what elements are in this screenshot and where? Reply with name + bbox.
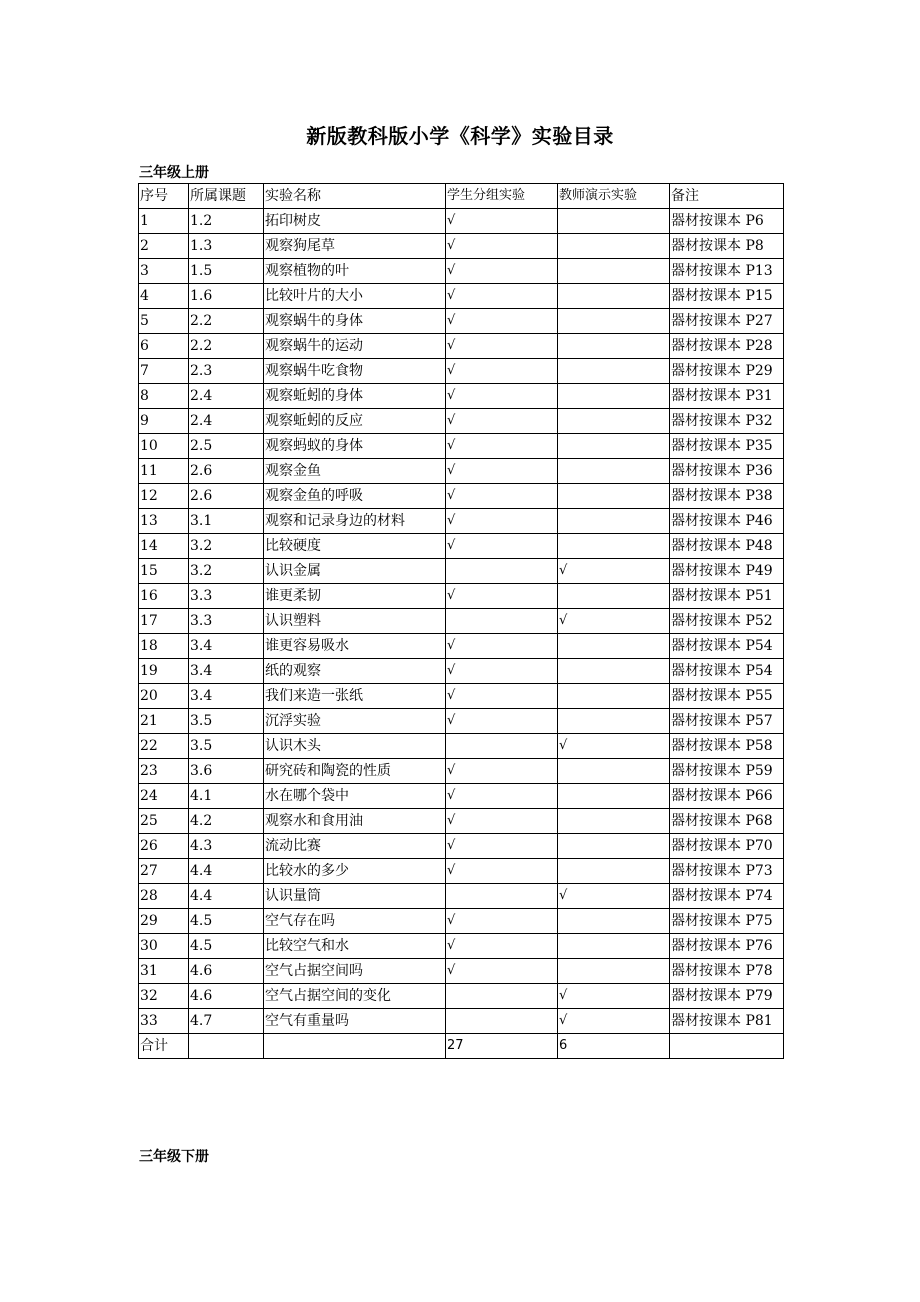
cell-note: 器材按课本 P75 [670, 909, 784, 934]
cell-teacher-demo: √ [558, 559, 670, 584]
cell-name: 比较叶片的大小 [264, 284, 446, 309]
cell-topic: 3.5 [189, 709, 264, 734]
cell-student-group: √ [446, 359, 558, 384]
table-row [139, 684, 784, 709]
cell-topic: 4.7 [189, 1009, 264, 1034]
cell-topic: 4.5 [189, 934, 264, 959]
cell-note: 器材按课本 P54 [670, 634, 784, 659]
cell-note: 器材按课本 P48 [670, 534, 784, 559]
cell-topic: 3.2 [189, 534, 264, 559]
cell-student-group: √ [446, 334, 558, 359]
cell-seq: 25 [139, 809, 189, 834]
cell-name: 比较硬度 [264, 534, 446, 559]
experiment-table-body [139, 184, 784, 1059]
cell-seq: 19 [139, 659, 189, 684]
table-row [139, 284, 784, 309]
cell-note: 器材按课本 P15 [670, 284, 784, 309]
cell-student-group [446, 984, 558, 1009]
table-row [139, 509, 784, 534]
cell-note: 器材按课本 P28 [670, 334, 784, 359]
cell-teacher-demo [558, 284, 670, 309]
cell-student-group [446, 559, 558, 584]
cell-seq: 7 [139, 359, 189, 384]
cell-student-group: √ [446, 534, 558, 559]
cell-teacher-demo [558, 709, 670, 734]
cell-teacher-demo: √ [558, 734, 670, 759]
cell-student-group [446, 884, 558, 909]
table-row [139, 334, 784, 359]
table-row [139, 709, 784, 734]
table-row [139, 859, 784, 884]
table-row [139, 784, 784, 809]
cell-student-group: √ [446, 859, 558, 884]
cell-name: 水在哪个袋中 [264, 784, 446, 809]
cell-name: 比较空气和水 [264, 934, 446, 959]
cell-name: 观察蚂蚁的身体 [264, 434, 446, 459]
cell-topic: 3.4 [189, 659, 264, 684]
cell-seq: 8 [139, 384, 189, 409]
table-row [139, 959, 784, 984]
cell-seq: 21 [139, 709, 189, 734]
cell-seq: 1 [139, 209, 189, 234]
table-row [139, 359, 784, 384]
cell-topic: 4.1 [189, 784, 264, 809]
cell-seq: 6 [139, 334, 189, 359]
cell-teacher-demo [558, 409, 670, 434]
cell-topic: 1.3 [189, 234, 264, 259]
cell-note: 器材按课本 P68 [670, 809, 784, 834]
cell-name: 研究砖和陶瓷的性质 [264, 759, 446, 784]
table-row [139, 534, 784, 559]
cell-teacher-demo [558, 259, 670, 284]
cell-topic: 4.2 [189, 809, 264, 834]
cell-topic: 3.5 [189, 734, 264, 759]
cell-student-group: √ [446, 634, 558, 659]
cell-student-group: √ [446, 584, 558, 609]
cell-name: 谁更容易吸水 [264, 634, 446, 659]
cell-topic: 3.1 [189, 509, 264, 534]
cell-student-group: √ [446, 834, 558, 859]
table-row [139, 909, 784, 934]
cell-seq: 29 [139, 909, 189, 934]
table-row [139, 309, 784, 334]
table-row [139, 659, 784, 684]
cell-note: 器材按课本 P27 [670, 309, 784, 334]
cell-student-group: √ [446, 459, 558, 484]
cell-teacher-demo [558, 809, 670, 834]
table-row [139, 934, 784, 959]
cell-teacher-demo: √ [558, 1009, 670, 1034]
table-row [139, 559, 784, 584]
cell-name: 观察植物的叶 [264, 259, 446, 284]
cell-seq: 10 [139, 434, 189, 459]
cell-teacher-demo [558, 384, 670, 409]
cell-seq: 3 [139, 259, 189, 284]
cell-topic: 1.5 [189, 259, 264, 284]
cell-name: 观察蚯蚓的身体 [264, 384, 446, 409]
cell-topic: 4.4 [189, 859, 264, 884]
page-title: 新版教科版小学《科学》实验目录 [306, 124, 614, 148]
cell-seq: 2 [139, 234, 189, 259]
cell-note: 器材按课本 P46 [670, 509, 784, 534]
cell-seq: 5 [139, 309, 189, 334]
cell-topic: 1.2 [189, 209, 264, 234]
cell-student-group: √ [446, 809, 558, 834]
cell-teacher-demo: 教师演示实验 [558, 184, 670, 209]
cell-student-group: √ [446, 684, 558, 709]
cell-seq: 23 [139, 759, 189, 784]
cell-seq: 17 [139, 609, 189, 634]
cell-topic: 2.5 [189, 434, 264, 459]
cell-note: 备注 [670, 184, 784, 209]
cell-note: 器材按课本 P35 [670, 434, 784, 459]
cell-note: 器材按课本 P73 [670, 859, 784, 884]
cell-note [670, 1034, 784, 1059]
cell-seq: 26 [139, 834, 189, 859]
cell-name: 观察蜗牛的身体 [264, 309, 446, 334]
cell-topic: 2.2 [189, 309, 264, 334]
cell-seq: 16 [139, 584, 189, 609]
cell-seq: 20 [139, 684, 189, 709]
cell-name: 观察和记录身边的材料 [264, 509, 446, 534]
cell-teacher-demo [558, 309, 670, 334]
cell-student-group: √ [446, 484, 558, 509]
cell-name: 空气占据空间吗 [264, 959, 446, 984]
cell-teacher-demo [558, 759, 670, 784]
table-row [139, 884, 784, 909]
cell-note: 器材按课本 P36 [670, 459, 784, 484]
cell-topic [189, 1034, 264, 1059]
table-row [139, 834, 784, 859]
cell-seq: 27 [139, 859, 189, 884]
cell-student-group: √ [446, 434, 558, 459]
cell-seq: 24 [139, 784, 189, 809]
cell-student-group: √ [446, 409, 558, 434]
cell-student-group [446, 609, 558, 634]
cell-name: 观察金鱼 [264, 459, 446, 484]
cell-teacher-demo [558, 359, 670, 384]
cell-topic: 1.6 [189, 284, 264, 309]
cell-name: 观察蚯蚓的反应 [264, 409, 446, 434]
cell-note: 器材按课本 P66 [670, 784, 784, 809]
table-row [139, 409, 784, 434]
cell-note: 器材按课本 P13 [670, 259, 784, 284]
cell-student-group: √ [446, 509, 558, 534]
cell-name [264, 1034, 446, 1059]
cell-note: 器材按课本 P51 [670, 584, 784, 609]
cell-seq: 14 [139, 534, 189, 559]
cell-student-group: √ [446, 659, 558, 684]
cell-student-group: √ [446, 784, 558, 809]
cell-topic: 3.3 [189, 584, 264, 609]
table-row [139, 434, 784, 459]
table-total-row [139, 1034, 784, 1059]
cell-student-group: √ [446, 384, 558, 409]
cell-seq: 33 [139, 1009, 189, 1034]
cell-teacher-demo [558, 859, 670, 884]
table-row [139, 809, 784, 834]
cell-note: 器材按课本 P70 [670, 834, 784, 859]
cell-topic: 2.4 [189, 384, 264, 409]
cell-name: 观察金鱼的呼吸 [264, 484, 446, 509]
cell-name: 流动比赛 [264, 834, 446, 859]
cell-student-group [446, 1009, 558, 1034]
cell-teacher-demo [558, 584, 670, 609]
cell-seq: 11 [139, 459, 189, 484]
table-row [139, 484, 784, 509]
cell-teacher-demo [558, 784, 670, 809]
cell-seq: 12 [139, 484, 189, 509]
cell-name: 拓印树皮 [264, 209, 446, 234]
cell-student-group: √ [446, 709, 558, 734]
cell-student-group: √ [446, 959, 558, 984]
table-row [139, 634, 784, 659]
cell-topic: 4.6 [189, 984, 264, 1009]
cell-topic: 2.2 [189, 334, 264, 359]
table-row [139, 734, 784, 759]
cell-note: 器材按课本 P38 [670, 484, 784, 509]
cell-name: 观察蜗牛吃食物 [264, 359, 446, 384]
section-heading-grade3-lower: 三年级下册 [139, 1149, 209, 1165]
cell-note: 器材按课本 P32 [670, 409, 784, 434]
cell-teacher-demo [558, 684, 670, 709]
cell-note: 器材按课本 P29 [670, 359, 784, 384]
cell-name: 认识金属 [264, 559, 446, 584]
cell-note: 器材按课本 P78 [670, 959, 784, 984]
cell-topic: 2.4 [189, 409, 264, 434]
cell-student-group: √ [446, 234, 558, 259]
cell-seq: 4 [139, 284, 189, 309]
cell-topic: 4.5 [189, 909, 264, 934]
cell-student-group: 27 [446, 1034, 558, 1059]
table-row [139, 259, 784, 284]
cell-teacher-demo [558, 334, 670, 359]
cell-name: 空气有重量吗 [264, 1009, 446, 1034]
cell-teacher-demo: √ [558, 609, 670, 634]
cell-teacher-demo [558, 959, 670, 984]
cell-teacher-demo: √ [558, 984, 670, 1009]
cell-topic: 4.6 [189, 959, 264, 984]
cell-note: 器材按课本 P55 [670, 684, 784, 709]
cell-name: 比较水的多少 [264, 859, 446, 884]
cell-student-group: √ [446, 934, 558, 959]
cell-seq: 22 [139, 734, 189, 759]
table-row [139, 609, 784, 634]
cell-name: 谁更柔韧 [264, 584, 446, 609]
cell-note: 器材按课本 P79 [670, 984, 784, 1009]
cell-teacher-demo [558, 209, 670, 234]
table-row [139, 984, 784, 1009]
cell-seq: 32 [139, 984, 189, 1009]
cell-topic: 2.3 [189, 359, 264, 384]
cell-student-group: √ [446, 909, 558, 934]
cell-topic: 2.6 [189, 484, 264, 509]
cell-teacher-demo [558, 909, 670, 934]
section-heading-grade3-upper: 三年级上册 [139, 165, 209, 181]
cell-teacher-demo [558, 934, 670, 959]
cell-name: 空气占据空间的变化 [264, 984, 446, 1009]
cell-note: 器材按课本 P54 [670, 659, 784, 684]
cell-teacher-demo [558, 484, 670, 509]
cell-student-group: √ [446, 259, 558, 284]
cell-topic: 3.3 [189, 609, 264, 634]
cell-topic: 3.4 [189, 634, 264, 659]
cell-note: 器材按课本 P57 [670, 709, 784, 734]
cell-name: 认识塑料 [264, 609, 446, 634]
cell-teacher-demo [558, 534, 670, 559]
cell-topic: 4.3 [189, 834, 264, 859]
cell-name: 观察蜗牛的运动 [264, 334, 446, 359]
cell-student-group [446, 734, 558, 759]
cell-topic: 3.2 [189, 559, 264, 584]
cell-student-group: √ [446, 309, 558, 334]
table-row [139, 384, 784, 409]
cell-seq: 序号 [139, 184, 189, 209]
cell-name: 空气存在吗 [264, 909, 446, 934]
cell-student-group: 学生分组实验 [446, 184, 558, 209]
cell-seq: 28 [139, 884, 189, 909]
cell-teacher-demo [558, 434, 670, 459]
cell-seq: 15 [139, 559, 189, 584]
cell-name: 认识木头 [264, 734, 446, 759]
cell-seq: 9 [139, 409, 189, 434]
cell-topic: 3.6 [189, 759, 264, 784]
cell-name: 认识量筒 [264, 884, 446, 909]
cell-seq: 30 [139, 934, 189, 959]
cell-teacher-demo [558, 234, 670, 259]
cell-teacher-demo [558, 834, 670, 859]
table-row [139, 234, 784, 259]
cell-teacher-demo [558, 659, 670, 684]
cell-teacher-demo: √ [558, 884, 670, 909]
cell-name: 沉浮实验 [264, 709, 446, 734]
table-row [139, 759, 784, 784]
cell-seq: 13 [139, 509, 189, 534]
cell-student-group: √ [446, 759, 558, 784]
cell-topic: 3.4 [189, 684, 264, 709]
cell-note: 器材按课本 P31 [670, 384, 784, 409]
cell-name: 观察水和食用油 [264, 809, 446, 834]
cell-note: 器材按课本 P58 [670, 734, 784, 759]
cell-note: 器材按课本 P74 [670, 884, 784, 909]
experiment-table [138, 183, 784, 1059]
cell-student-group: √ [446, 284, 558, 309]
cell-note: 器材按课本 P76 [670, 934, 784, 959]
cell-note: 器材按课本 P8 [670, 234, 784, 259]
cell-seq: 31 [139, 959, 189, 984]
cell-topic: 4.4 [189, 884, 264, 909]
cell-seq: 18 [139, 634, 189, 659]
cell-student-group: √ [446, 209, 558, 234]
cell-name: 我们来造一张纸 [264, 684, 446, 709]
table-row [139, 459, 784, 484]
cell-seq: 合计 [139, 1034, 189, 1059]
cell-topic: 2.6 [189, 459, 264, 484]
cell-topic: 所属课题 [189, 184, 264, 209]
cell-note: 器材按课本 P6 [670, 209, 784, 234]
table-row [139, 584, 784, 609]
cell-note: 器材按课本 P81 [670, 1009, 784, 1034]
table-row [139, 209, 784, 234]
cell-note: 器材按课本 P49 [670, 559, 784, 584]
table-header-row [139, 184, 784, 209]
cell-note: 器材按课本 P59 [670, 759, 784, 784]
cell-teacher-demo [558, 459, 670, 484]
cell-name: 纸的观察 [264, 659, 446, 684]
cell-teacher-demo: 6 [558, 1034, 670, 1059]
cell-name: 实验名称 [264, 184, 446, 209]
cell-name: 观察狗尾草 [264, 234, 446, 259]
cell-note: 器材按课本 P52 [670, 609, 784, 634]
cell-teacher-demo [558, 509, 670, 534]
cell-teacher-demo [558, 634, 670, 659]
table-row [139, 1009, 784, 1034]
